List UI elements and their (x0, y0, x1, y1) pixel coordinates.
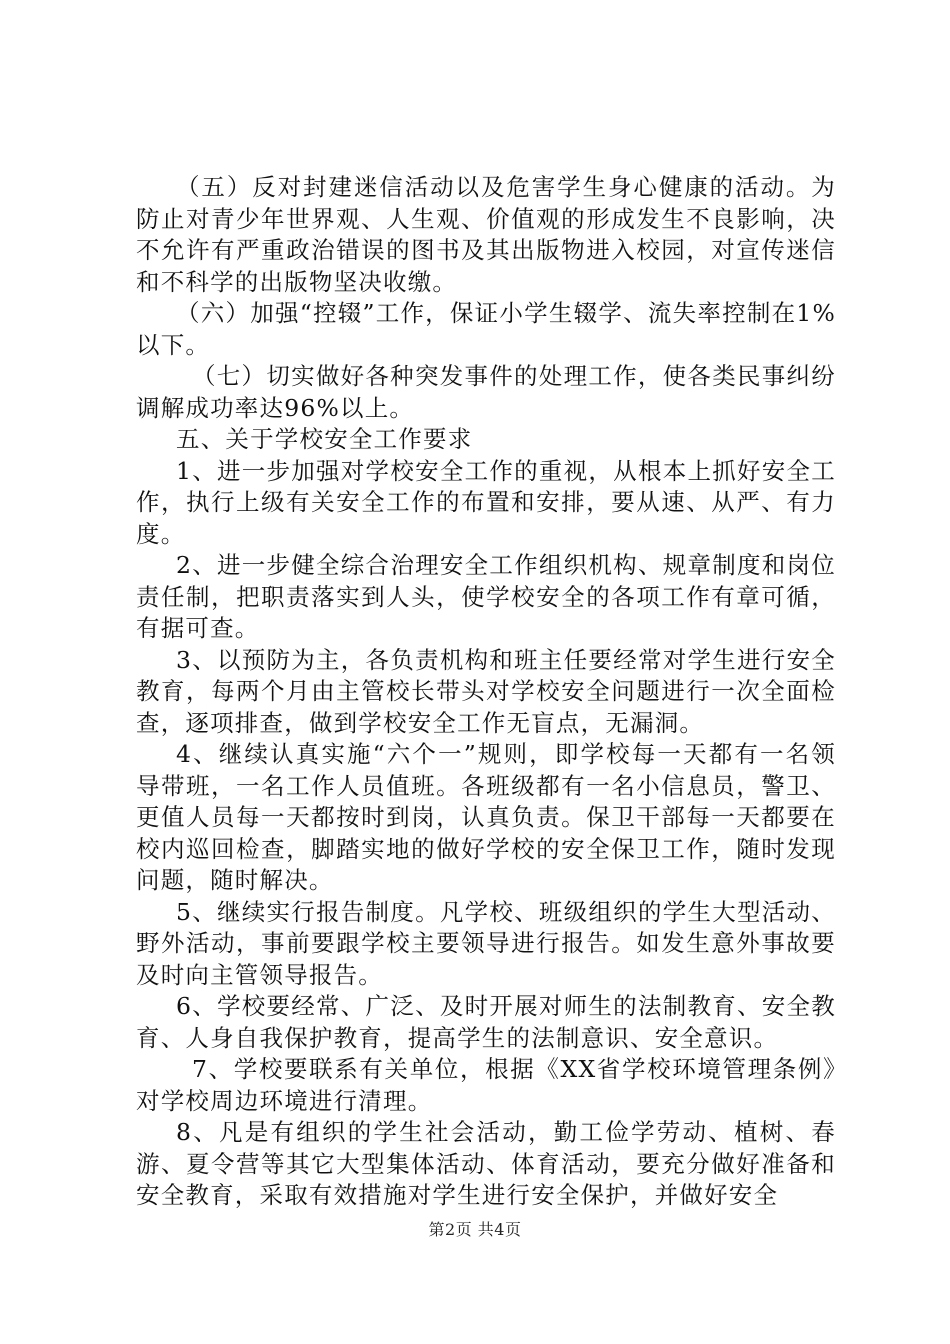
paragraph-item-5: （五）反对封建迷信活动以及危害学生身心健康的活动。为防止对青少年世界观、人生观、价值观的形成发生不良影响，决不允许有严重政治错误的图书及其出版物进入校园，对宣传迷信和不科学的出版物坚决收缴。 (136, 173, 836, 296)
requirement-2: 2、进一步健全综合治理安全工作组织机构、规章制度和岗位责任制，把职责落实到人头，使学校安全的各项工作有章可循，有据可查。 (136, 551, 836, 642)
document-body (136, 172, 836, 1212)
requirement-7: 7、学校要联系有关单位，根据《XX省学校环境管理条例》对学校周边环境进行清理。 (136, 1055, 836, 1115)
requirement-4: 4、继续认真实施“六个一”规则，即学校每一天都有一名领导带班，一名工作人员值班。各班级都有一名小信息员，警卫、更值人员每一天都按时到岗，认真负责。保卫干部每一天都要在校内巡回检查，脚踏实地的做好学校的安全保卫工作，随时发现问题，随时解决。 (136, 740, 836, 894)
section-heading-5: 五、关于学校安全工作要求 (176, 425, 473, 453)
requirement-1: 1、进一步加强对学校安全工作的重视，从根本上抓好安全工作，执行上级有关安全工作的布置和安排，要从速、从严、有力度。 (136, 456, 836, 548)
page-number-footer: 第2页 共4页 (428, 1220, 522, 1239)
paragraph-item-7: （七）切实做好各种突发事件的处理工作，使各类民事纠纷调解成功率达96%以上。 (136, 362, 836, 422)
requirement-5: 5、继续实行报告制度。凡学校、班级组织的学生大型活动、野外活动，事前要跟学校主要领导进行报告。如发生意外事故要及时向主管领导报告。 (136, 897, 836, 989)
requirement-3: 3、以预防为主，各负责机构和班主任要经常对学生进行安全教育，每两个月由主管校长带头对学校安全问题进行一次全面检查，逐项排查，做到学校安全工作无盲点，无漏洞。 (136, 645, 836, 737)
requirement-8: 8、凡是有组织的学生社会活动，勤工俭学劳动、植树、春游、夏令营等其它大型集体活动、体育活动，要充分做好准备和安全教育，采取有效措施对学生进行安全保护，并做好安全 (136, 1118, 836, 1209)
requirement-6: 6、学校要经常、广泛、及时开展对师生的法制教育、安全教育、人身自我保护教育，提高学生的法制意识、安全意识。 (136, 992, 836, 1052)
paragraph-item-6: （六）加强“控辍”工作，保证小学生辍学、流失率控制在1%以下。 (136, 299, 836, 359)
